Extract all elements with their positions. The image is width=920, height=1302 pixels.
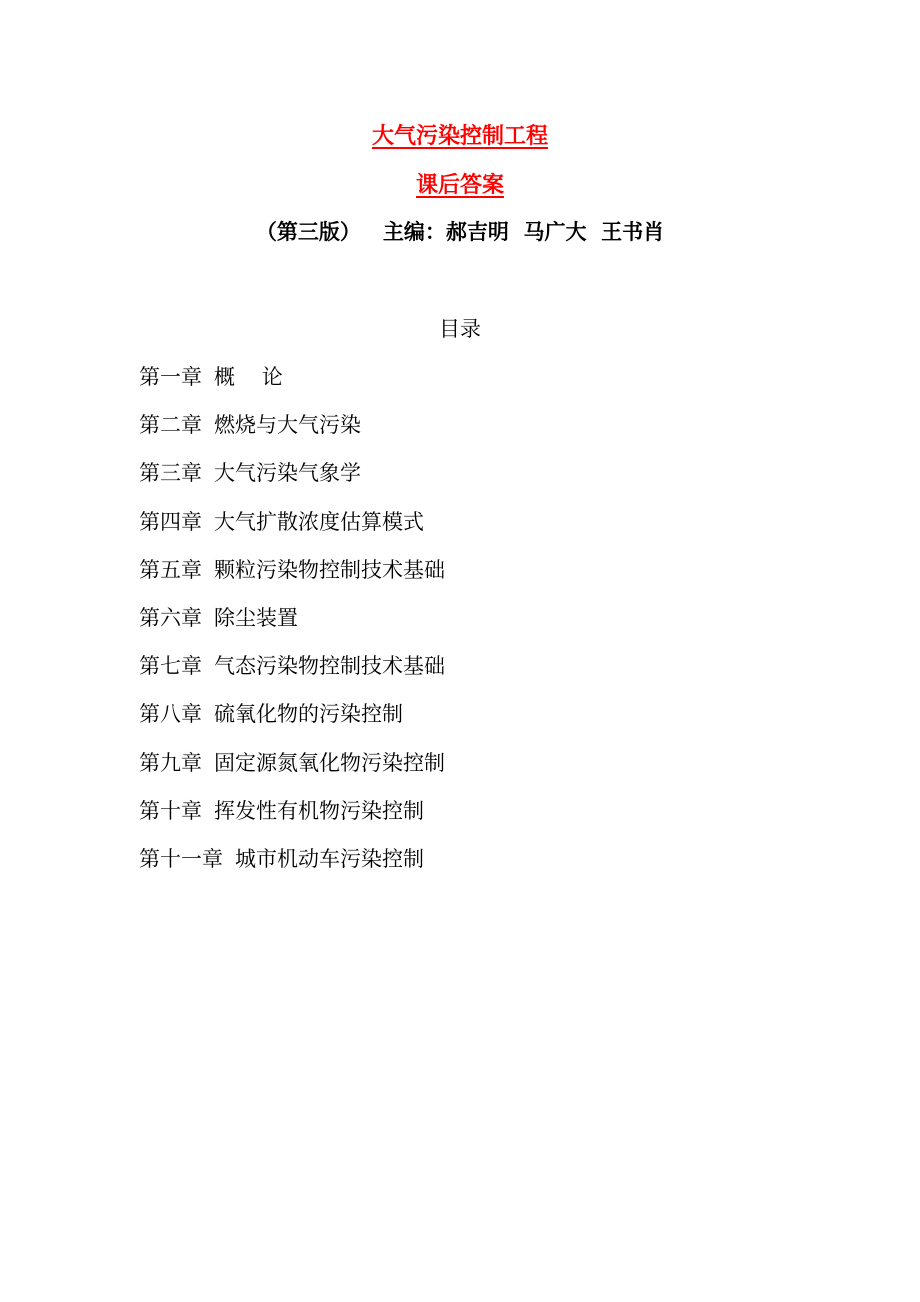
chapter-number: 第二章 (139, 413, 202, 438)
chapter-number: 第九章 (139, 750, 202, 775)
table-of-contents (139, 362, 445, 892)
chapter-title: 城市机动车污染控制 (235, 846, 424, 871)
toc-item-chapter-1 (139, 362, 445, 410)
chapter-number: 第八章 (139, 702, 202, 727)
chapter-title: 颗粒污染物控制技术基础 (214, 557, 445, 582)
chapter-title: 挥发性有机物污染控制 (214, 798, 424, 823)
toc-item-chapter-4 (139, 507, 445, 555)
chapter-number: 第十一章 (139, 846, 223, 871)
chapter-title: 概 论 (214, 365, 283, 389)
toc-item-chapter-3 (139, 458, 445, 506)
toc-item-chapter-8 (139, 699, 445, 747)
chapter-number: 第十章 (139, 798, 202, 823)
toc-item-chapter-5 (139, 555, 445, 603)
chapter-title: 燃烧与大气污染 (214, 413, 361, 438)
chapter-number: 第三章 (139, 461, 202, 486)
toc-heading: 目录 (439, 317, 481, 341)
document-subtitle: 课后答案 (415, 172, 504, 198)
chapter-number: 第五章 (139, 557, 202, 582)
document-title: 大气污染控制工程 (371, 123, 548, 149)
chapter-title: 气态污染物控制技术基础 (214, 654, 445, 679)
chapter-number: 第四章 (139, 509, 202, 534)
toc-item-chapter-2 (139, 410, 445, 458)
toc-item-chapter-7 (139, 651, 445, 699)
chapter-number: 第一章 (139, 365, 202, 389)
chapter-title: 固定源氮氧化物污染控制 (214, 750, 445, 775)
chapter-title: 硫氧化物的污染控制 (214, 702, 403, 727)
chapter-title: 大气扩散浓度估算模式 (214, 509, 424, 534)
toc-item-chapter-10 (139, 796, 445, 844)
chapter-number: 第六章 (139, 605, 202, 630)
chapter-number: 第七章 (139, 654, 202, 679)
toc-item-chapter-6 (139, 603, 445, 651)
toc-item-chapter-9 (139, 748, 445, 796)
chapter-title: 除尘装置 (214, 605, 298, 630)
edition-editors-line: （第三版） 主编：郝吉明 马广大 王书肖 (255, 219, 665, 244)
chapter-title: 大气污染气象学 (214, 461, 361, 486)
toc-item-chapter-11 (139, 844, 445, 892)
